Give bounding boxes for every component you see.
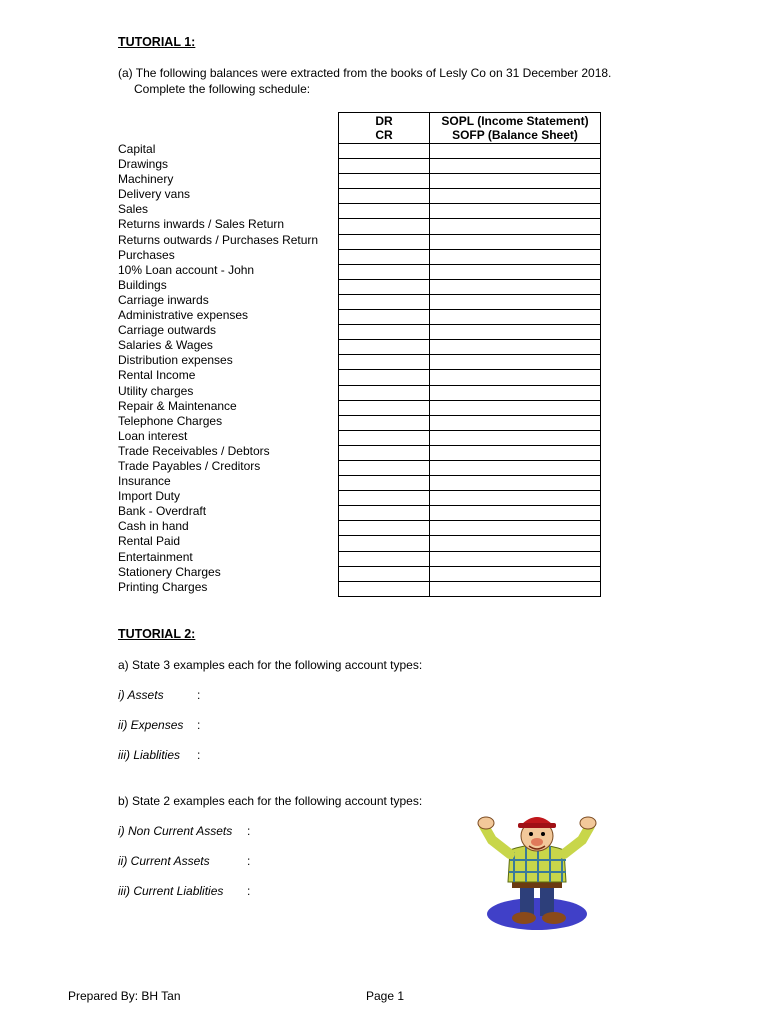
statement-cell[interactable] [430,174,601,189]
statement-cell[interactable] [430,340,601,355]
dr-cr-cell[interactable] [339,551,430,566]
statement-cell[interactable] [430,310,601,325]
answer-colon: : [247,854,251,868]
statement-cell[interactable] [430,400,601,415]
statement-cell[interactable] [430,521,601,536]
table-row [339,566,601,581]
question-expenses: ii) Expenses [118,718,184,732]
tutorial-2-part-b: b) State 2 examples each for the following account types: [118,794,423,808]
statement-cell[interactable] [430,204,601,219]
statement-cell[interactable] [430,566,601,581]
account-item: Entertainment [118,549,193,564]
statement-cell[interactable] [430,279,601,294]
account-item: Drawings [118,157,169,172]
dr-cr-header [339,113,430,144]
table-row [339,551,601,566]
tutorial-1-heading: TUTORIAL 1: [118,35,196,49]
table-row [339,430,601,445]
statement-cell[interactable] [430,355,601,370]
table-row [339,460,601,475]
account-item-list [118,142,338,595]
account-item: Telephone Charges [118,413,223,428]
statement-cell[interactable] [430,491,601,506]
answer-colon: : [247,824,251,838]
statement-cell[interactable] [430,159,601,174]
dr-cr-cell[interactable] [339,189,430,204]
answer-colon: : [197,718,201,732]
dr-cr-cell[interactable] [339,430,430,445]
dr-header-label: DR [375,114,393,128]
account-item: Trade Receivables / Debtors [118,443,270,458]
dr-cr-cell[interactable] [339,310,430,325]
dr-cr-cell[interactable] [339,566,430,581]
dr-cr-cell[interactable] [339,581,430,596]
table-row [339,294,601,309]
table-row [339,174,601,189]
statement-cell[interactable] [430,506,601,521]
account-item: Trade Payables / Creditors [118,458,261,473]
table-row [339,476,601,491]
statement-cell[interactable] [430,294,601,309]
dr-cr-cell[interactable] [339,204,430,219]
statement-cell[interactable] [430,460,601,475]
statement-cell[interactable] [430,264,601,279]
account-item: Utility charges [118,383,194,398]
table-row [339,536,601,551]
page-number: Page 1 [366,989,405,1003]
dr-cr-cell[interactable] [339,219,430,234]
table-row [339,219,601,234]
account-item: Delivery vans [118,187,191,202]
tutorial-2-part-a: a) State 3 examples each for the following account types: [118,658,423,672]
table-row [339,325,601,340]
account-item: Returns inwards / Sales Return [118,217,285,232]
statement-cell[interactable] [430,189,601,204]
statement-cell[interactable] [430,430,601,445]
table-row [339,204,601,219]
dr-cr-cell[interactable] [339,159,430,174]
answer-colon: : [197,688,201,702]
table-row [339,264,601,279]
table-row [339,340,601,355]
dr-cr-cell[interactable] [339,536,430,551]
dr-cr-cell[interactable] [339,234,430,249]
answer-colon: : [247,884,251,898]
dr-cr-cell[interactable] [339,460,430,475]
account-item: Import Duty [118,489,181,504]
table-row [339,144,601,159]
account-item: Sales [118,202,149,217]
dr-cr-cell[interactable] [339,279,430,294]
table-row [339,415,601,430]
statement-cell[interactable] [430,370,601,385]
account-item: Administrative expenses [118,308,249,323]
account-item: Stationery Charges [118,564,221,579]
cr-header-label: CR [375,128,393,142]
dr-cr-cell[interactable] [339,476,430,491]
account-item: Carriage inwards [118,292,209,307]
table-row [339,279,601,294]
dr-cr-cell[interactable] [339,340,430,355]
classification-schedule [338,112,601,597]
account-item: Insurance [118,474,171,489]
question-current-assets: ii) Current Assets [118,854,210,868]
dr-cr-cell[interactable] [339,415,430,430]
tutorial-2-heading: TUTORIAL 2: [118,627,196,641]
account-item: Rental Income [118,368,196,383]
statement-cell[interactable] [430,536,601,551]
sopl-header-label: SOPL (Income Statement) [441,114,589,128]
account-item: Machinery [118,172,174,187]
account-item: Buildings [118,277,167,292]
table-row [339,234,601,249]
statement-cell[interactable] [430,325,601,340]
dr-cr-cell[interactable] [339,445,430,460]
account-item: Bank - Overdraft [118,504,207,519]
dr-cr-cell[interactable] [339,264,430,279]
sofp-header-label: SOFP (Balance Sheet) [452,128,578,142]
prepared-by-footer: Prepared By: BH Tan [68,989,181,1003]
table-row [339,521,601,536]
statement-cell[interactable] [430,445,601,460]
question-current-liabilities: iii) Current Liablities [118,884,224,898]
statement-cell[interactable] [430,249,601,264]
account-item: Loan interest [118,428,188,443]
account-item: Purchases [118,247,175,262]
account-item: Capital [118,142,156,156]
table-row [339,159,601,174]
shadow-ellipse [487,898,587,930]
question-liabilities: iii) Liablities [118,748,181,762]
dr-cr-cell[interactable] [339,355,430,370]
account-item: Repair & Maintenance [118,398,237,413]
dr-cr-cell[interactable] [339,370,430,385]
statement-cell[interactable] [430,144,601,159]
table-row [339,355,601,370]
table-row [339,189,601,204]
question-assets: i) Assets [118,688,164,702]
tutorial-1-intro: (a) The following balances were extracted from the books of Lesly Co on 31 December 2018. [118,66,612,80]
statement-cell[interactable] [430,219,601,234]
cartoon-character-clipart [474,810,600,932]
statement-cell[interactable] [430,551,601,566]
dr-cr-cell[interactable] [339,174,430,189]
dr-cr-cell[interactable] [339,249,430,264]
dr-cr-cell[interactable] [339,506,430,521]
table-row [339,506,601,521]
question-non-current-assets: i) Non Current Assets [118,824,233,838]
table-row [339,249,601,264]
table-row [339,400,601,415]
dr-cr-cell[interactable] [339,294,430,309]
tutorial-1-instruction: Complete the following schedule: [134,82,311,96]
account-item: 10% Loan account - John [118,262,255,277]
table-row [339,445,601,460]
account-item: Returns outwards / Purchases Return [118,232,319,247]
table-row [339,581,601,596]
dr-cr-cell[interactable] [339,144,430,159]
account-item: Distribution expenses [118,353,233,368]
answer-colon: : [197,748,201,762]
table-row [339,370,601,385]
account-item: Carriage outwards [118,323,217,338]
table-row [339,310,601,325]
statement-cell[interactable] [430,234,601,249]
statement-cell[interactable] [430,415,601,430]
dr-cr-cell[interactable] [339,325,430,340]
table-row [339,491,601,506]
account-item: Printing Charges [118,579,208,594]
dr-cr-cell[interactable] [339,400,430,415]
account-item: Rental Paid [118,534,181,549]
table-row [339,385,601,400]
dr-cr-cell[interactable] [339,385,430,400]
statement-cell[interactable] [430,385,601,400]
statement-cell[interactable] [430,581,601,596]
statement-header [430,113,601,144]
statement-cell[interactable] [430,476,601,491]
dr-cr-cell[interactable] [339,521,430,536]
account-item: Salaries & Wages [118,338,213,353]
account-item: Cash in hand [118,519,189,534]
dr-cr-cell[interactable] [339,491,430,506]
